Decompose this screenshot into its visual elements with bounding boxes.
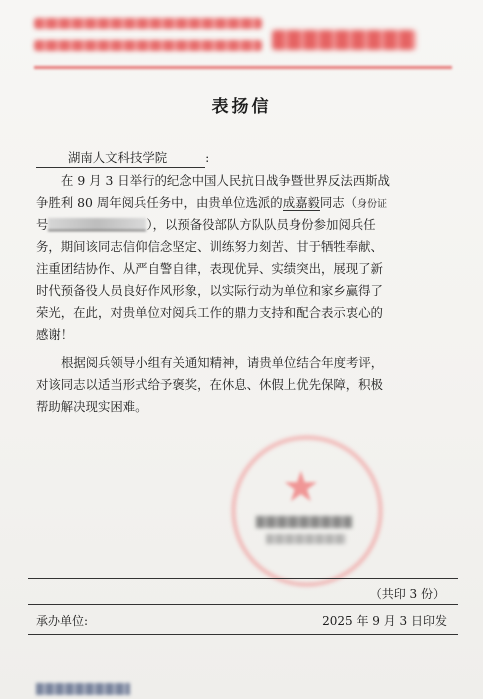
seal-ring (232, 436, 382, 586)
letterhead-line-2 (34, 40, 262, 51)
p1-l2-text-b: 同志（ (319, 195, 358, 210)
paragraph-1-line-4: 务，期间该同志信仰信念坚定、训练努力刻苦、甘于牺牲奉献、 (36, 239, 383, 254)
paragraph-1-line-6: 时代预备役人员良好作风形象，以实际行动为单位和家乡赢得了 (36, 283, 383, 298)
paragraph-2-line-3: 帮助解决现实困难。 (36, 399, 148, 414)
footer-middle-rule (28, 604, 458, 605)
official-seal (232, 436, 382, 586)
p1-l3-text: ），以预备役部队方队队员身份参加阅兵任 (146, 217, 376, 232)
seal-star-icon: ★ (282, 462, 320, 511)
issue-date: 2025 年 9 月 3 日印发 (322, 614, 447, 628)
honoree-name: 成嘉毅 (282, 195, 320, 210)
letterhead-blurred (34, 14, 424, 68)
addressee-name: 湖南人文科技学院 (36, 149, 205, 168)
addressee-colon: : (205, 150, 210, 165)
letterhead-red-rule (34, 66, 452, 69)
letterhead-line-1 (34, 18, 262, 29)
p1-l2-text: 争胜利 80 周年阅兵任务中，由贵单位选派的 (36, 195, 283, 210)
copies-note: （共印 3 份） (369, 587, 445, 601)
office-label: 承办单位: (36, 614, 89, 628)
footer-top-rule (28, 578, 458, 579)
paragraph-1-line-2 (36, 192, 450, 216)
letter-title: 表扬信 (211, 97, 272, 117)
addressee-line (36, 147, 209, 169)
id-label: 身份证 (357, 199, 388, 210)
id-number-label: 号 (36, 217, 49, 232)
paragraph-1-line-5: 注重团结协作、从严自警自律，表现优异、实绩突出，展现了新 (36, 261, 383, 276)
id-number-redacted (48, 218, 146, 231)
letterhead-unit-name (272, 30, 416, 50)
footer-bottom-rule (28, 634, 458, 635)
blurred-footer-text (36, 683, 130, 695)
paragraph-2-line-1: 根据阅兵领导小组有关通知精神，请贵单位结合年度考评， (61, 355, 384, 370)
paragraph-1-line-1: 在 9 月 3 日举行的纪念中国人民抗日战争暨世界反法西斯战 (61, 173, 390, 188)
seal-text-blurred-2 (266, 534, 346, 544)
paragraph-1-line-7: 荣光，在此，对贵单位对阅兵工作的鼎力支持和配合表示衷心的 (36, 305, 383, 320)
paragraph-2-line-2: 对该同志以适当形式给予褒奖，在休息、休假上优先保障，积极 (36, 377, 383, 392)
paragraph-1-line-8: 感谢！ (36, 327, 74, 342)
paragraph-1-line-3 (36, 214, 450, 236)
seal-text-blurred (256, 516, 352, 528)
